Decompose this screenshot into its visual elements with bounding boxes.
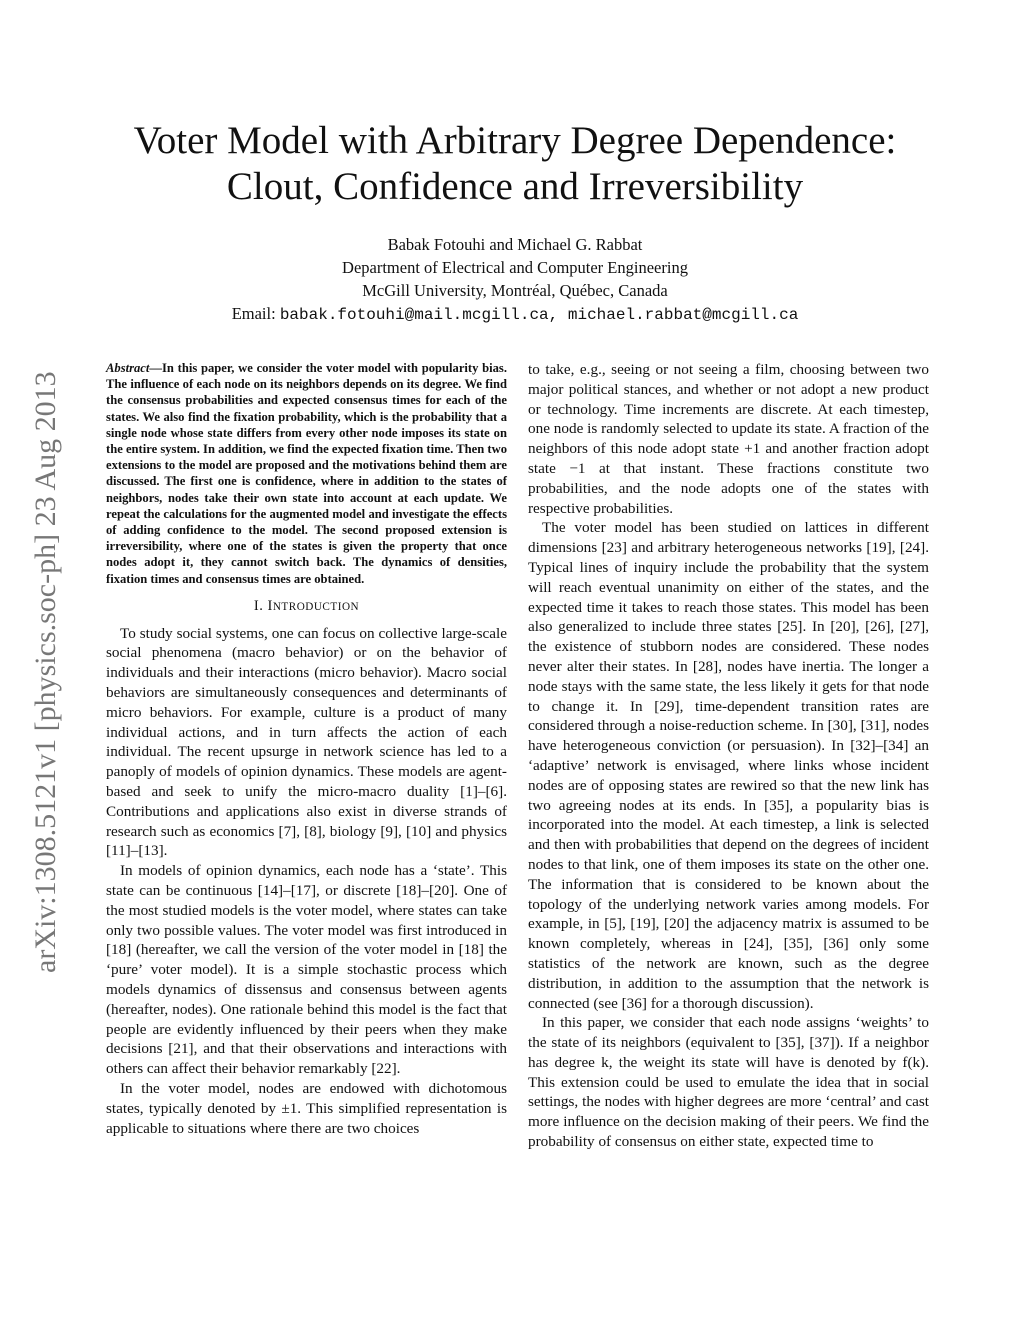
- intro-paragraph-3: In the voter model, nodes are endowed with dichotomous states, typically denoted by ±1. This simplified representation is applicable to situations where there are two choices: [106, 1079, 507, 1137]
- abstract: [106, 360, 507, 587]
- intro-paragraph-1: To study social systems, one can focus on collective large-scale social phenomena (macro behavior) or on the behavior of individuals and their interactions (micro behavior). Macro social behaviors are simultaneously consequences and determinants of micro behaviors. For example, culture is a product of many individual actions, and in turn affects the action of each individual. The recent upsurge in network science has led to a panoply of models of opinion dynamics. These models are agent-based and seek to unify the micro-macro duality [1]–[6]. Contributions and applications also exist in diverse strands of research such as economics [7], [8], biology [9], [10] and physics [11]–[13].: [106, 624, 507, 860]
- paper-title-line-2: Clout, Confidence and Irreversibility: [226, 165, 804, 208]
- author-names: Babak Fotouhi and Michael G. Rabbat: [387, 235, 643, 254]
- email-label: Email:: [231, 304, 276, 323]
- section-title-rest: NTRODUCTION: [272, 600, 360, 613]
- abstract-text: —In this paper, we consider the voter model with popularity bias. The influence of each node on its neighbors depends on its degree. We find the consensus probabilities and expected consensus times for each of the states. We also find the fixation probability, which is the probability that a single node whose state differs from every other node imposes its state on the entire system. In addition, we find the expected fixation time. Then two extensions to the model are proposed and the motivations behind them are discussed. The first one is confidence, where in addition to the states of neighbors, nodes take their own state into account at each update. We repeat the calculations for the augmented model and investigate the effects of adding confidence to the model. The second proposed extension is irreversibility, where one of the states is given the property that once nodes adopt it, they cannot switch back. The dynamics of densities, fixation times and consensus times are obtained.: [106, 361, 507, 586]
- email-addresses[interactable]: babak.fotouhi@mail.mcgill.ca, michael.rabbat@mcgill.ca: [279, 306, 799, 324]
- intro-paragraph-2: In models of opinion dynamics, each node has a ‘state’. This state can be continuous [14]–[17], or discrete [18]–[20]. One of the most studied models is the voter model, where states can take only two possible values. The voter model was first introduced in [18] (hereafter, we call the version of the voter model in [18] the ‘pure’ voter model). It is a simple stochastic process which models dynamics of dissensus and consensus between agents (hereafter, nodes). One rationale behind this model is the fact that people are evidently influenced by their peers when they make decisions [21], and that their observations and interactions with others can affect their behavior remarkably [22].: [106, 862, 507, 1078]
- section-heading-introduction: [106, 597, 507, 618]
- author-department: Department of Electrical and Computer Engineering: [342, 258, 688, 277]
- right-paragraph-1: to take, e.g., seeing or not seeing a film, choosing between two major political stances, and whether or not adopt a new product or technology. Time increments are discrete. At each timestep, one node is randomly selected to update its state. A fraction of the neighbors of this node adopt state +1 and another fraction adopt state −1 at that instant. These fractions constitute two probabilities, and the node adopts one of the states with respective probabilities.: [528, 361, 929, 517]
- paper-title-line-1: Voter Model with Arbitrary Degree Dependence:: [133, 119, 897, 162]
- section-title-initial: I: [267, 597, 273, 614]
- right-paragraph-2: The voter model has been studied on lattices in different dimensions [23] and arbitrary heterogeneous networks [19], [24]. Typical lines of inquiry include the probability that the system will reach eventual unanimity on either of the states, and the expected time it takes to reach those states. This model has been also generalized to include three states [25]. In [20], [26], [27], the existence of stubborn nodes are considered. These nodes never alter their states. In [28], nodes have inertia. The longer a node stays with the same state, the less likely it gets for that node to change it. In [29], time-dependent transition rates are considered through a noise-reduction scheme. In [30], [31], nodes have heterogeneous conviction (or persuasion). In [32]–[34] an ‘adaptive’ network is envisaged, where links whose incident nodes are of opposing states are rewired so that the new link has two agreeing nodes at its ends. In [35], a popularity bias is incorporated into the model. At each timestep, a link is selected and then with probabilities that depend on the degrees of incident nodes to that link, one of them imposes its state on the other one. The information that is considered to be known about the topology of the underlying network varies among models. For example, in [5], [19], [20] the adjacency matrix is assumed to be known completely, whereas in [24], [35], [36] only some statistics of the network are known, such as the degree distribution, in addition to the assumption that the network is connected (see [36] for a thorough discussion).: [528, 519, 929, 1012]
- author-university: McGill University, Montréal, Québec, Canada: [362, 281, 668, 300]
- author-block: [60, 233, 970, 327]
- left-column: [106, 360, 507, 1138]
- paper-title: [60, 118, 970, 210]
- section-numeral: I.: [253, 597, 264, 614]
- arxiv-identifier-stamp: arXiv:1308.5121v1 [physics.soc-ph] 23 Aug 2013: [29, 371, 62, 973]
- abstract-lead: Abstract: [106, 361, 150, 375]
- author-email-line: [60, 302, 970, 327]
- right-column: [528, 360, 929, 1152]
- right-paragraph-3: In this paper, we consider that each node assigns ‘weights’ to the state of its neighbors (equivalent to [35], [37]). If a neighbor has degree k, the weight its state will have is denoted by f(k). This extension could be used to emulate the idea that in social settings, the nodes with higher degrees are more ‘central’ and cast more influence on the decision making of their peers. We find the probability of consensus on either state, expected time to: [528, 1014, 929, 1151]
